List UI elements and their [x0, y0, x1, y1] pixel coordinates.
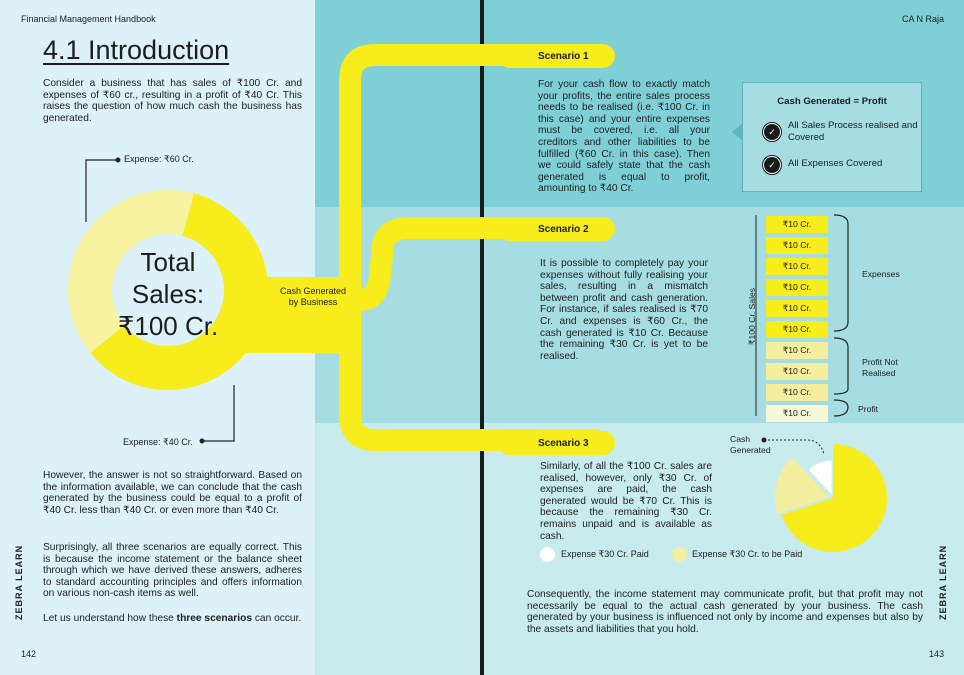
para4-suffix: can occur. — [251, 613, 302, 624]
stack-cell: ₹10 Cr. — [766, 300, 828, 317]
check-icon: ✓ — [763, 123, 781, 141]
stack-cell: ₹10 Cr. — [766, 363, 828, 380]
scenario2-text: It is possible to completely pay your expenses without fully realising your sales, resulting in a mismatch between profit and cash generation. For instance, if sales realised is ₹70 Cr. and expenses is ₹60 Cr., the cash generated is ₹10 Cr. Because the remaining ₹30 Cr. is yet to be realised. — [540, 258, 708, 362]
stack-cell: ₹10 Cr. — [766, 279, 828, 296]
donut-center-line1: Total — [140, 247, 196, 277]
pie-cash-label: Cash Generated — [730, 434, 771, 455]
stack-cell: ₹10 Cr. — [766, 405, 828, 422]
author-name: CA N Raja — [901, 14, 944, 24]
conclusion-paragraph: Consequently, the income statement may communicate profit, but that profit may not necessarily be equal to the actual cash generated by your business. The cash generated by your business is influenced not only by income and expenses but also by the assets and liabilities that you hold. — [527, 589, 923, 635]
paragraph-4 — [43, 613, 302, 625]
stack-cell: ₹10 Cr. — [766, 384, 828, 401]
legend-to-be-paid-label: Expense ₹30 Cr. to be Paid — [692, 549, 803, 559]
book-title: Financial Management Handbook — [21, 14, 156, 24]
callout-title: Cash Generated = Profit — [777, 96, 887, 107]
stack-cell: ₹10 Cr. — [766, 321, 828, 338]
scenario1-text: For your cash flow to exactly match your profits, the entire sales process needs to be realised (i.e. ₹100 Cr. in this case) and your entire expenses must be covered, i.e. all your creditors and other liabilities to be fulfilled (₹60 Cr. in this case). Then we could safely state that the cash generated is equal to profit, amounting to ₹40 Cr. — [538, 79, 710, 195]
paragraph-2: However, the answer is not so straightforward. Based on the information available, we can conclude that the cash generated by the business could be equal to a profit of ₹40 Cr. less than ₹40 Cr. or even more than ₹40 Cr. — [43, 470, 302, 516]
legend-to-be-paid-swatch — [672, 547, 687, 562]
left-page-number: 142 — [21, 649, 37, 659]
stack-axis-label: ₹100 Cr. Sales — [747, 287, 757, 345]
donut-callout-lines — [0, 0, 320, 460]
cash-generated-flow-label: Cash Generated by Business — [279, 286, 347, 307]
bracket-profit-label: Profit — [858, 404, 879, 414]
scenario3-title: Scenario 3 — [498, 431, 615, 455]
scenario3-text: Similarly, of all the ₹100 Cr. sales are realised, however, only ₹30 Cr. of expenses are paid, the cash generated would be ₹70 Cr. This is because the remaining ₹30 Cr. remains unpaid and is available as cash. — [540, 461, 712, 542]
callout-pointer — [732, 123, 743, 141]
bracket-expenses-label: Expenses — [862, 269, 900, 279]
brand-logo-right: ZEBRA LEARN — [938, 544, 948, 620]
legend-paid-label: Expense ₹30 Cr. Paid — [561, 549, 649, 559]
bracket-not-realised-label: Profit Not Realised — [862, 357, 898, 378]
scenario1-callout — [742, 82, 922, 192]
donut-center-line2: Sales: — [131, 279, 205, 309]
donut-center-line3: ₹100 Cr. — [117, 311, 219, 341]
stack-brackets — [750, 210, 860, 422]
scenario2-title: Scenario 2 — [498, 217, 615, 241]
paragraph-3: Surprisingly, all three scenarios are equally correct. This is because the income statement or the balance sheet through which we have derived these answers, adheres to standard accounting principles and offers information on various non-cash items as well. — [43, 542, 302, 600]
para4-prefix: Let us understand how these — [43, 613, 177, 624]
stack-cell: ₹10 Cr. — [766, 258, 828, 275]
stack-cell: ₹10 Cr. — [766, 342, 828, 359]
check-icon: ✓ — [763, 156, 781, 174]
legend-paid-swatch — [540, 547, 555, 562]
para4-bold: three scenarios — [176, 613, 252, 624]
section-title: 4.1 Introduction — [43, 35, 230, 65]
expense-bottom-label: Expense: ₹40 Cr. — [123, 437, 193, 447]
stack-cell: ₹10 Cr. — [766, 237, 828, 254]
expense-top-label: Expense: ₹60 Cr. — [124, 154, 194, 164]
callout-item-2: All Expenses Covered — [788, 158, 883, 169]
brand-logo-left: ZEBRA LEARN — [14, 544, 24, 620]
scenario1-title: Scenario 1 — [498, 44, 615, 68]
right-page-number: 143 — [928, 649, 944, 659]
callout-item-1: All Sales Process realised and Covered — [788, 120, 918, 143]
stack-cell: ₹10 Cr. — [766, 216, 828, 233]
intro-paragraph: Consider a business that has sales of ₹100 Cr. and expenses of ₹60 cr., resulting in a profit of ₹40 Cr. This raises the question of how much cash the business has generated. — [43, 78, 302, 124]
